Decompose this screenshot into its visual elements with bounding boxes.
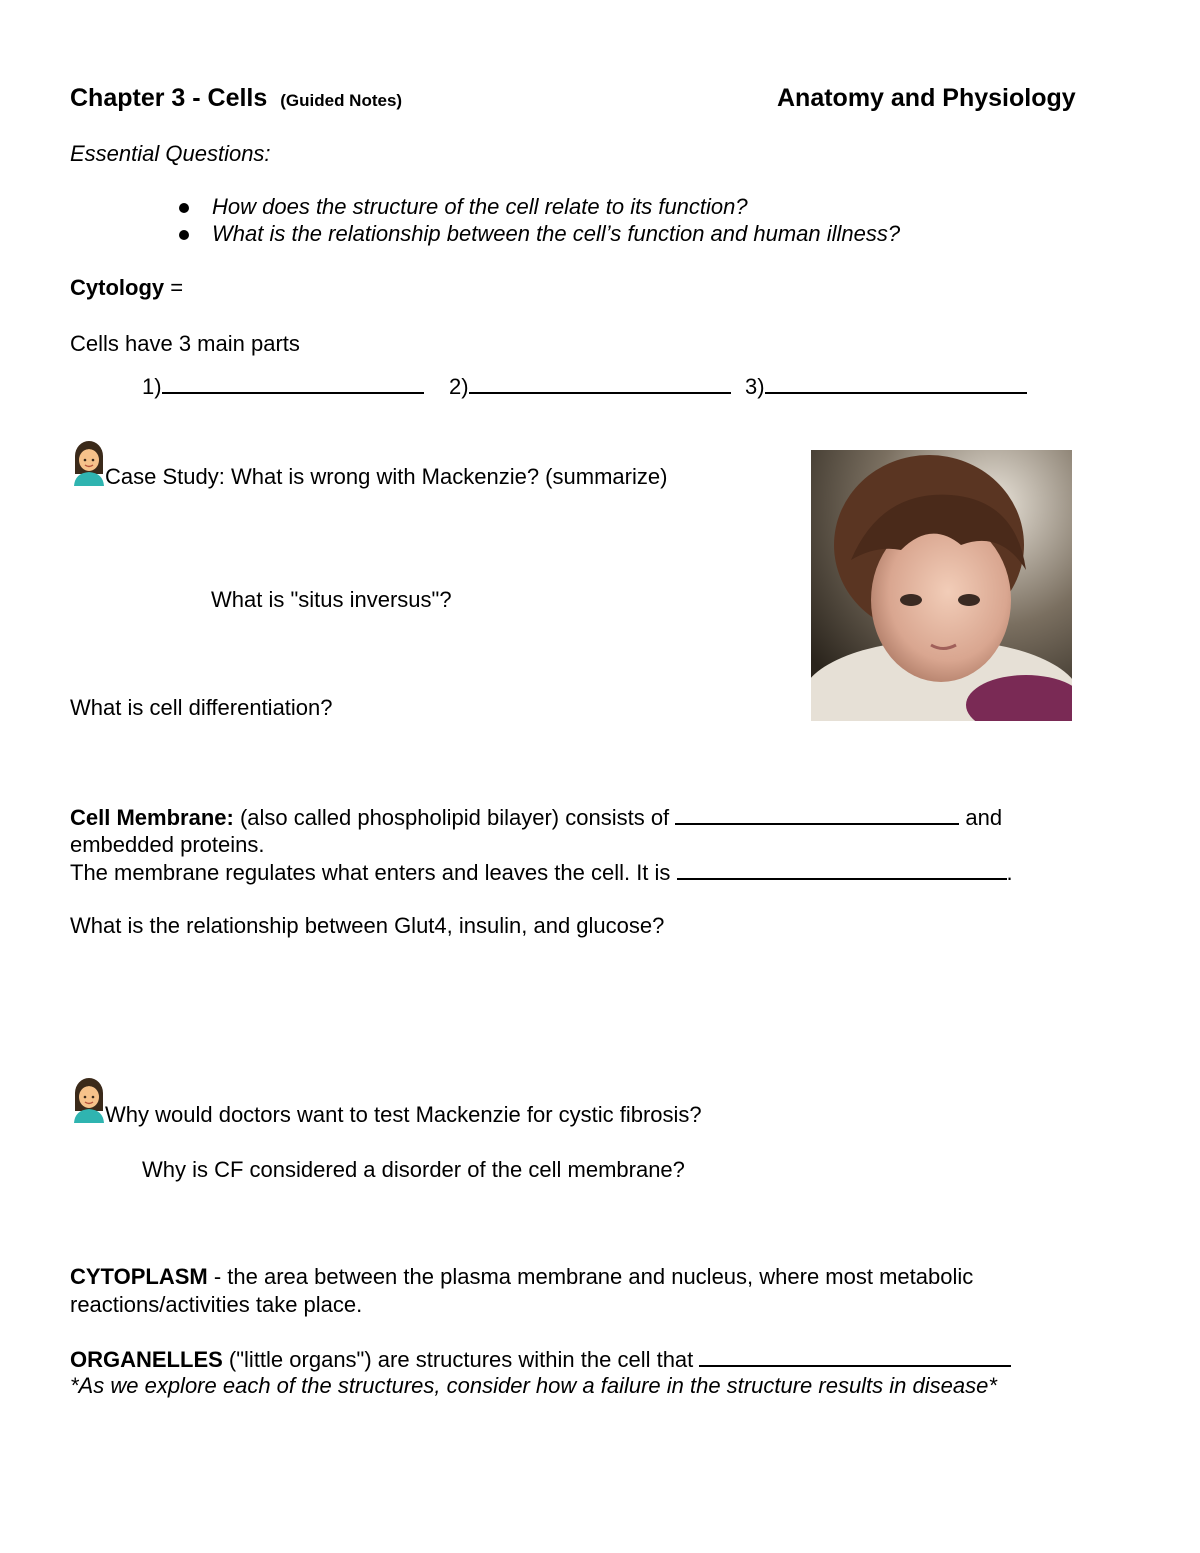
cell-membrane-blank-2	[677, 858, 1007, 880]
woman-emoji-icon	[72, 1077, 106, 1123]
essential-questions-label: Essential Questions:	[70, 141, 271, 166]
cell-part-2-label: 2)	[449, 374, 469, 399]
essential-question-2: What is the relationship between the cell’s function and human illness?	[212, 221, 901, 246]
cell-part-1	[142, 372, 424, 401]
cell-part-2	[449, 372, 731, 401]
guided-notes-label: (Guided Notes)	[280, 91, 403, 110]
organelles-line	[70, 1345, 1011, 1374]
case-study-prompt: Case Study: What is wrong with Mackenzie? (summarize)	[105, 464, 668, 489]
cytology-line	[70, 274, 183, 302]
cytoplasm-term: CYTOPLASM	[70, 1264, 208, 1289]
cell-part-1-label: 1)	[142, 374, 162, 399]
cell-part-3	[745, 372, 1027, 401]
cytology-term: Cytology	[70, 275, 165, 300]
cf-membrane-question: Why is CF considered a disorder of the cell membrane?	[142, 1157, 685, 1182]
course-title: Anatomy and Physiology	[777, 84, 1076, 112]
cytoplasm-definition: - the area between the plasma membrane and nucleus, where most metabolic	[207, 1264, 974, 1289]
situs-inversus-question: What is "situs inversus"?	[211, 587, 452, 612]
cell-membrane-term: Cell Membrane:	[70, 805, 234, 830]
organelles-term: ORGANELLES	[70, 1347, 223, 1372]
cell-membrane-line-1	[70, 803, 1002, 832]
cell-part-3-label: 3)	[745, 374, 765, 399]
cell-membrane-blank-1	[675, 803, 959, 825]
cell-part-3-blank	[765, 372, 1027, 394]
cytoplasm-line-1	[70, 1263, 973, 1291]
cell-membrane-line-2: embedded proteins.	[70, 832, 265, 857]
cytology-equals: =	[164, 275, 184, 300]
essential-question-1: How does the structure of the cell relate to its function?	[212, 194, 748, 219]
child-photo	[811, 450, 1072, 721]
cell-membrane-line-3	[70, 858, 1013, 887]
cell-part-1-blank	[162, 372, 424, 394]
glut4-question: What is the relationship between Glut4, insulin, and glucose?	[70, 913, 665, 938]
cell-membrane-text-2: and	[959, 805, 1003, 830]
chapter-title: Chapter 3 - Cells	[70, 84, 268, 112]
cystic-fibrosis-question: Why would doctors want to test Mackenzie for cystic fibrosis?	[105, 1102, 702, 1127]
cell-part-2-blank	[469, 372, 731, 394]
bullet-icon	[179, 203, 189, 213]
cell-membrane-text-1: (also called phospholipid bilayer) consists of	[233, 805, 676, 830]
page-title	[70, 84, 402, 115]
organelles-text: ("little organs") are structures within the cell that	[222, 1347, 700, 1372]
cytoplasm-line-2: reactions/activities take place.	[70, 1292, 363, 1317]
cells-parts-intro: Cells have 3 main parts	[70, 331, 300, 356]
membrane-regulates-text: The membrane regulates what enters and leaves the cell. It is	[70, 860, 677, 885]
cell-differentiation-question: What is cell differentiation?	[70, 695, 333, 720]
bullet-icon	[179, 230, 189, 240]
membrane-period: .	[1006, 860, 1013, 885]
organelles-blank	[699, 1345, 1011, 1367]
woman-emoji-icon	[72, 440, 106, 486]
organelles-note: *As we explore each of the structures, consider how a failure in the structure results in disease*	[70, 1373, 997, 1398]
